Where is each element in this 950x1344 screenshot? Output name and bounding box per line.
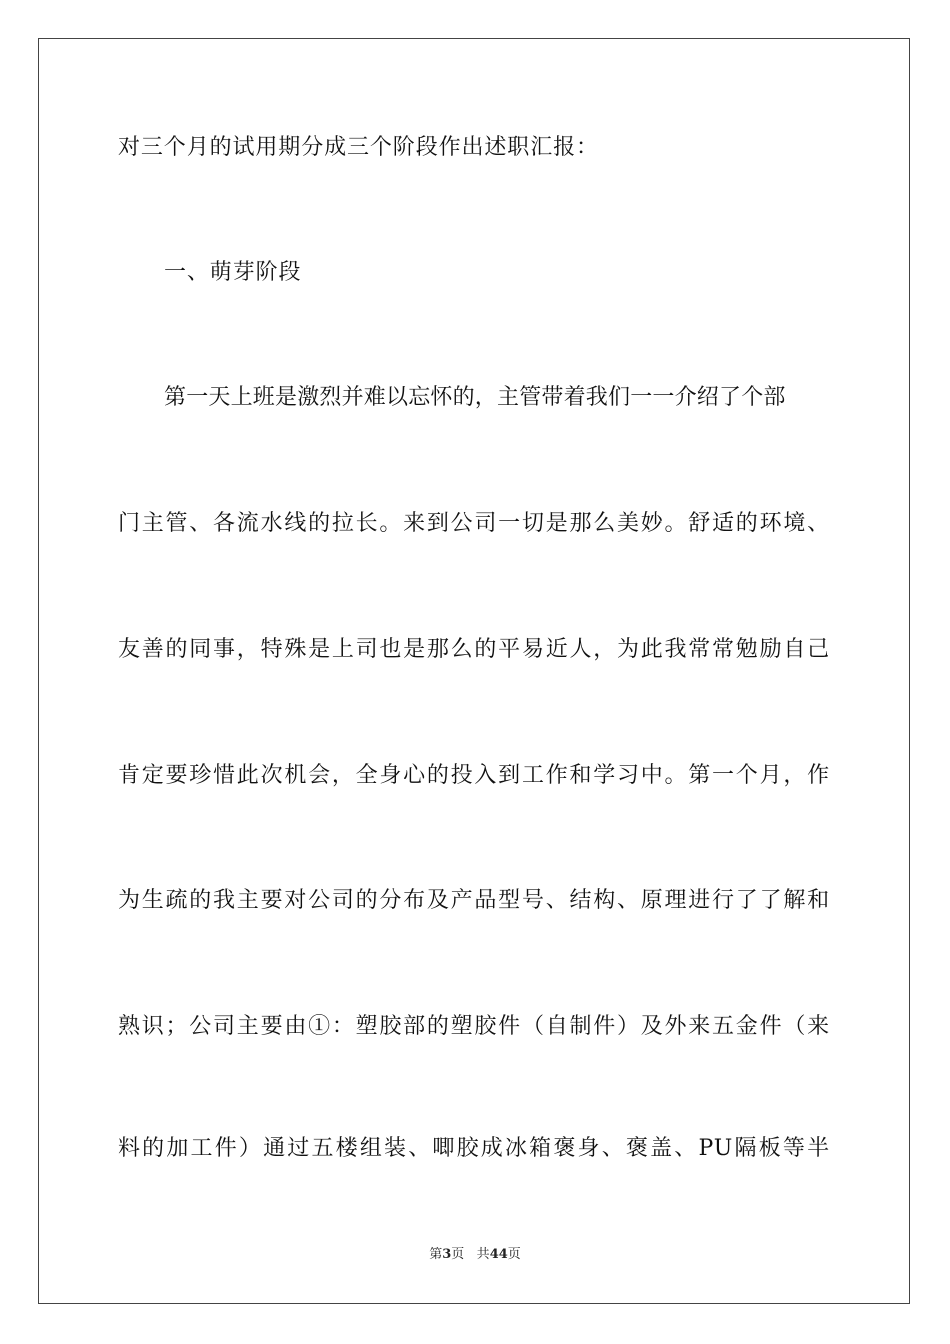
text-line-9: 料的加工件）通过五楼组装、唧胶成冰箱褒身、褒盖、PU隔板等半	[118, 1136, 830, 1161]
total-suffix: 页	[507, 1247, 521, 1262]
page-prefix: 第	[429, 1247, 443, 1262]
page-number: 3	[442, 1247, 452, 1262]
text-line-4: 门主管、各流水线的拉长。来到公司一切是那么美妙。舒适的环境、	[118, 511, 830, 536]
page-suffix: 页	[451, 1247, 465, 1262]
text-line-6: 肯定要珍惜此次机会，全身心的投入到工作和学习中。第一个月，作	[118, 763, 830, 788]
text-line-1: 对三个月的试用期分成三个阶段作出述职汇报：	[118, 135, 599, 160]
total-prefix: 共	[476, 1247, 490, 1262]
page-border	[38, 38, 910, 1304]
total-pages: 44	[489, 1247, 508, 1262]
section-heading: 一、萌芽阶段	[164, 260, 302, 285]
text-line-5: 友善的同事，特殊是上司也是那么的平易近人，为此我常常勉励自己	[118, 637, 830, 662]
text-line-8: 熟识；公司主要由①：塑胶部的塑胶件（自制件）及外来五金件（来	[118, 1014, 830, 1039]
text-line-3: 第一天上班是激烈并难以忘怀的，主管带着我们一一介绍了个部	[164, 385, 786, 410]
page-footer	[0, 1246, 950, 1264]
text-line-7: 为生疏的我主要对公司的分布及产品型号、结构、原理进行了了解和	[118, 888, 830, 913]
